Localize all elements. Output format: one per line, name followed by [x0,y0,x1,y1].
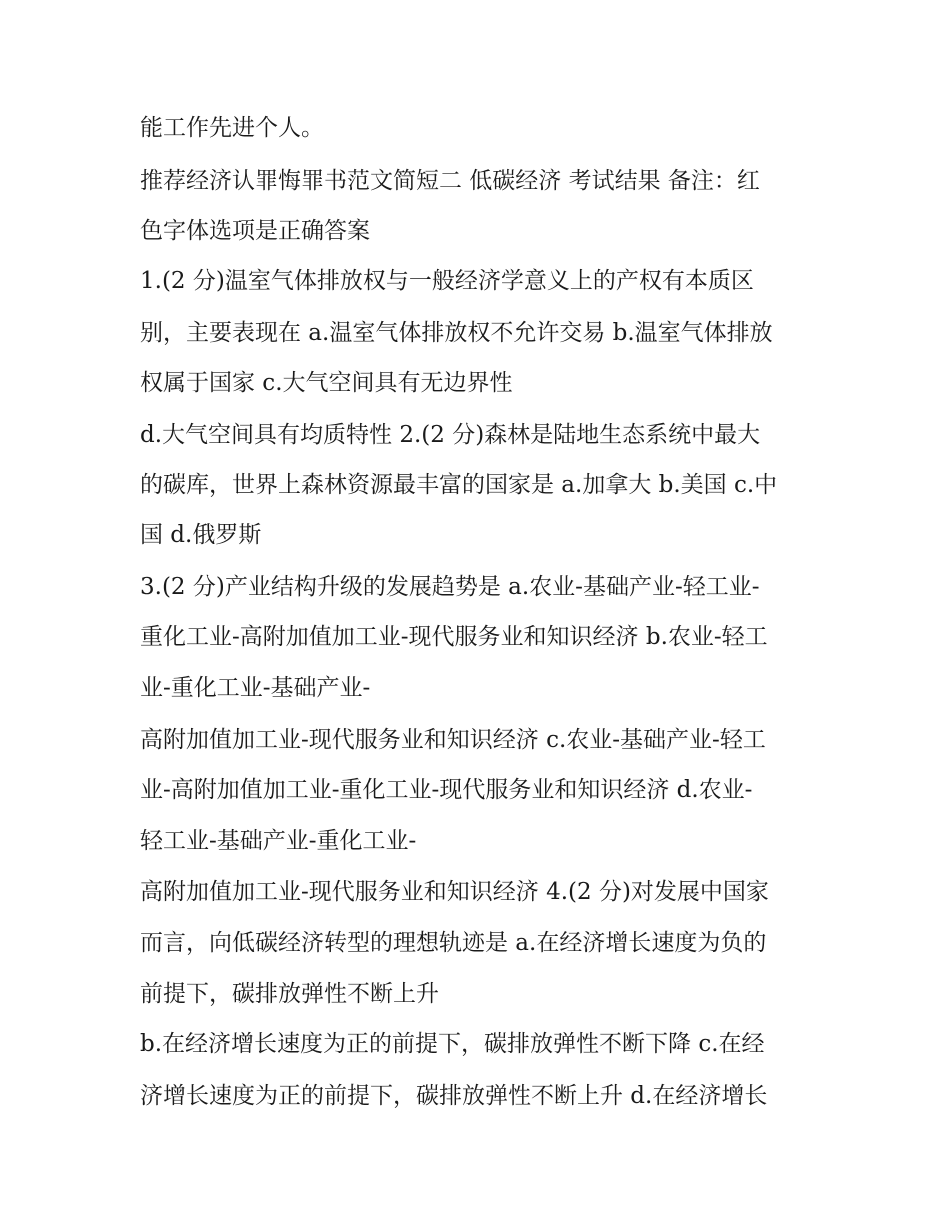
text-line: 高附加值加工业-现代服务业和知识经济 c.农业-基础产业-轻工 [140,727,766,753]
text-line: 高附加值加工业-现代服务业和知识经济 4.(2 分)对发展中国家 [140,879,769,905]
text-line: 色字体选项是正确答案 [140,218,370,244]
text-line: 济增长速度为正的前提下，碳排放弹性不断上升 d.在经济增长 [140,1083,768,1109]
text-line: 前提下，碳排放弹性不断上升 [140,981,439,1007]
text-line: 能工作先进个人。 [140,115,324,141]
text-line: 的碳库，世界上森林资源最丰富的国家是 a.加拿大 b.美国 c.中 [140,472,778,498]
text-line: 推荐经济认罪悔罪书范文简短二 低碳经济 考试结果 备注：红 [140,168,760,194]
text-line: 重化工业-高附加值加工业-现代服务业和知识经济 b.农业-轻工 [140,624,768,650]
text-line: 3.(2 分)产业结构升级的发展趋势是 a.农业-基础产业-轻工业- [140,574,760,600]
text-line: 轻工业-基础产业-重化工业- [140,828,417,854]
text-line: 而言，向低碳经济转型的理想轨迹是 a.在经济增长速度为负的 [140,930,767,956]
text-line: 权属于国家 c.大气空间具有无边界性 [140,370,513,396]
text-line: d.大气空间具有均质特性 2.(2 分)森林是陆地生态系统中最大 [140,422,761,448]
text-line: 别，主要表现在 a.温室气体排放权不允许交易 b.温室气体排放 [140,320,773,346]
text-line: 1.(2 分)温室气体排放权与一般经济学意义上的产权有本质区 [140,268,754,294]
text-line: 国 d.俄罗斯 [140,522,262,548]
text-line: 业-高附加值加工业-重化工业-现代服务业和知识经济 d.农业- [140,777,753,803]
text-line: 业-重化工业-基础产业- [140,675,371,701]
text-line: b.在经济增长速度为正的前提下，碳排放弹性不断下降 c.在经 [140,1031,765,1057]
